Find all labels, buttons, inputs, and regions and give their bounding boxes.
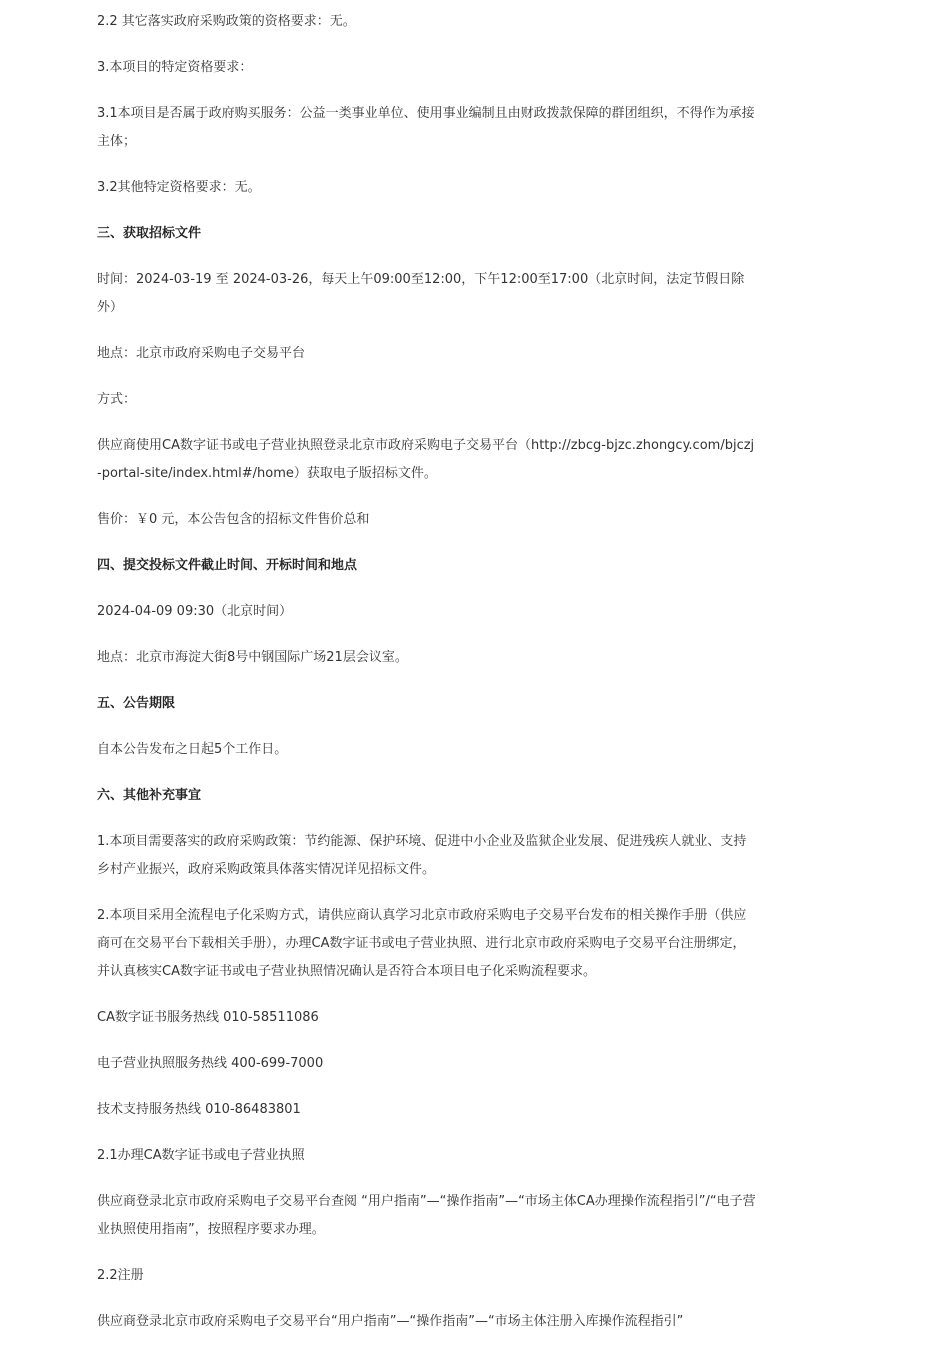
paragraph: 自本公告发布之日起5个工作日。 [97,742,288,757]
paragraph: 技术支持服务热线 010-86483801 [97,1102,301,1117]
paragraph-with-link: 供应商使用CA数字证书或电子营业执照登录北京市政府采购电子交易平台（http://zbcg-bjzc.zhongcy.com/bjczj-portal-site/index.html#/home）获取电子版招标文件。 [97,438,755,481]
paragraph: 1.本项目需要落实的政府采购政策：节约能源、保护环境、促进中小企业及监狱企业发展、促进残疾人就业、支持乡村产业振兴，政府采购政策具体落实情况详见招标文件。 [97,834,747,877]
section-heading: 三、获取招标文件 [97,226,202,241]
paragraph: 电子营业执照服务热线 400-699-7000 [97,1056,324,1071]
paragraph: 供应商登录北京市政府采购电子交易平台查阅 “用户指南”—“操作指南”—“市场主体CA办理操作流程指引”/“电子营业执照使用指南”，按照程序要求办理。 [97,1194,756,1237]
section-heading: 六、其他补充事宜 [97,788,202,803]
paragraph: 2.1办理CA数字证书或电子营业执照 [97,1148,305,1163]
section-heading: 四、提交投标文件截止时间、开标时间和地点 [97,558,358,573]
paragraph: 2.2注册 [97,1268,144,1283]
paragraph: 3.1本项目是否属于政府购买服务：公益一类事业单位、使用事业编制且由财政拨款保障的群团组织，不得作为承接主体； [97,106,755,149]
paragraph: 2.本项目采用全流程电子化采购方式，请供应商认真学习北京市政府采购电子交易平台发布的相关操作手册（供应商可在交易平台下载相关手册），办理CA数字证书或电子营业执照、进行北京市政府采购电子交易平台注册绑定，并认真核实CA数字证书或电子营业执照情况确认是否符合本项目电子化采购流程要求。 [97,908,747,979]
paragraph: CA数字证书服务热线 010-58511086 [97,1010,319,1025]
section-heading: 五、公告期限 [97,696,176,711]
paragraph: 方式： [97,392,137,407]
paragraph: 时间：2024-03-19 至 2024-03-26，每天上午09:00至12:00，下午12:00至17:00（北京时间，法定节假日除外） [97,272,745,315]
paragraph: 地点：北京市政府采购电子交易平台 [97,346,306,361]
paragraph: 售价：￥0 元，本公告包含的招标文件售价总和 [97,512,370,527]
paragraph: 3.2其他特定资格要求：无。 [97,180,261,195]
paragraph: 供应商登录北京市政府采购电子交易平台“用户指南”—“操作指南”—“市场主体注册入库操作流程指引” [97,1314,684,1329]
paragraph: 2024-04-09 09:30（北京时间） [97,604,293,619]
paragraph: 地点：北京市海淀大街8号中钢国际广场21层会议室。 [97,650,408,665]
paragraph: 2.2 其它落实政府采购政策的资格要求：无。 [97,14,356,29]
paragraph: 3.本项目的特定资格要求： [97,60,253,75]
announcement-body [97,8,757,1354]
